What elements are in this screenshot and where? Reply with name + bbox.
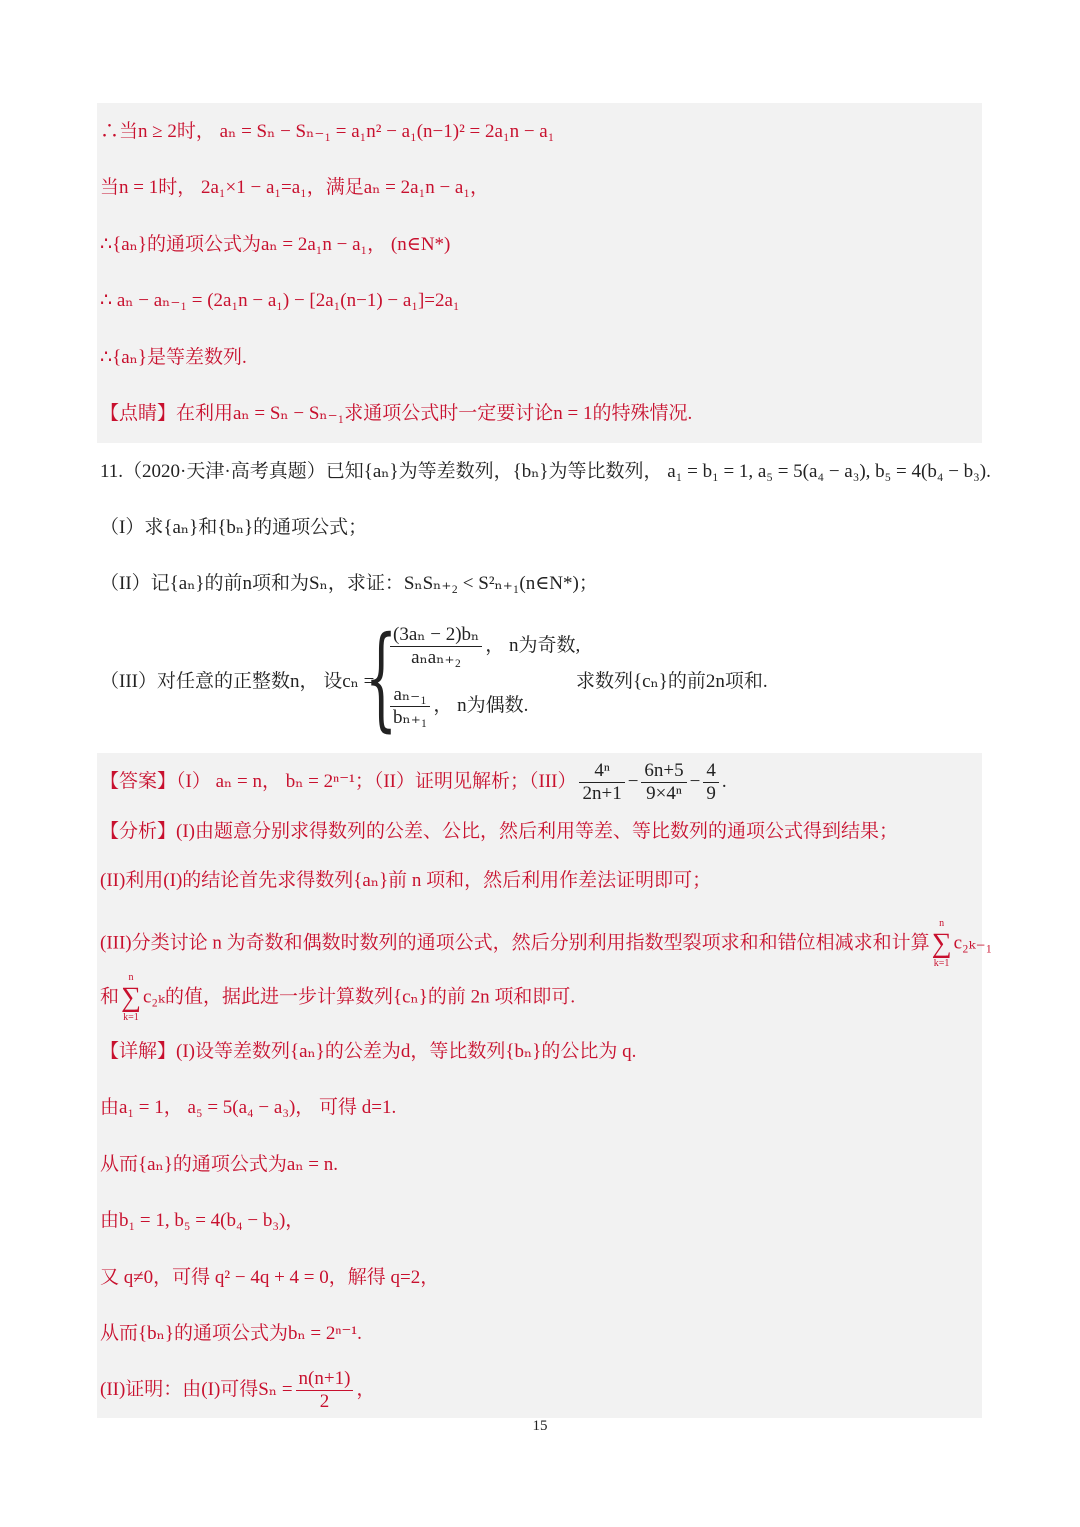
case1-fraction: $\frac{\text{(3aₙ − 2)bₙ}}{\text{aₙaₙ₊₂}}$ — [390, 624, 482, 669]
question-11-part-2: （II）记{aₙ}的前n项和为Sₙ，求证：SₙSₙ₊₂ < S²ₙ₊₁(n∈N*)； — [100, 573, 598, 594]
detail-line-6: 从而{bₙ}的通项公式为bₙ = 2ⁿ⁻¹. — [100, 1323, 362, 1344]
analysis-line-4: 和 n ∑ k=1 c₂ₖ的值，据此进一步计算数列{cₙ}的前 2n 项和即可. — [100, 972, 576, 1023]
case2-fraction: $\frac{\text{aₙ₋₁}}{\text{bₙ₊₁}}$ — [390, 684, 430, 729]
case1-condition: ， n为奇数, — [485, 634, 581, 656]
detail-line-2: 由a₁ = 1， a₅ = 5(a₄ − a₃)， 可得 d=1. — [100, 1097, 397, 1118]
derivation-line-2: 当n = 1时， 2a₁×1 − a₁=a₁，满足aₙ = 2a₁n − a₁， — [100, 177, 489, 198]
left-brace: { — [365, 613, 398, 743]
answer-fraction-2: $\frac{6n+5}{\text{9×4ⁿ}}$ — [641, 760, 686, 805]
answer-fraction-3: $\frac{4}{9}$ — [703, 760, 719, 805]
analysis-line-1: 【分析】(I)由题意分别求得数列的公差、公比，然后利用等差、等比数列的通项公式得到结果； — [100, 821, 898, 842]
derivation-line-3: ∴{aₙ}的通项公式为aₙ = 2a₁n − a₁， (n∈N*) — [100, 234, 451, 255]
question-11-part-3-lead: （III）对任意的正整数n， 设cₙ = — [100, 671, 375, 692]
derivation-line-5: ∴{aₙ}是等差数列. — [100, 347, 247, 368]
derivation-line-1: ∴当n ≥ 2时， aₙ = Sₙ − Sₙ₋₁ = a₁n² − a₁(n−1)² = 2a₁n − a₁ — [100, 121, 555, 142]
analysis-line-2: (II)利用(I)的结论首先求得数列{aₙ}前 n 项和，然后利用作差法证明即可； — [100, 870, 712, 891]
question-11-stem: 11.（2020·天津·高考真题）已知{aₙ}为等差数列，{bₙ}为等比数列， a₁ = b₁ = 1, a₅ = 5(a₄ − a₃), b₅ = 4(b₄ − b₃). — [100, 461, 991, 482]
sum-even-terms: n ∑ k=1 — [121, 972, 141, 1023]
sn-fraction: $\frac{n(n+1)}{2}$ — [296, 1368, 354, 1413]
derivation-line-4: ∴ aₙ − aₙ₋₁ = (2a₁n − a₁) − [2a₁(n−1) − a₁]=2a₁ — [100, 290, 460, 311]
analysis-line-3: (III)分类讨论 n 为奇数和偶数时数列的通项公式，然后分别利用指数型裂项求和和错位相减求和计算 n ∑ k=1 c₂ₖ₋₁ — [100, 918, 993, 969]
detail-line-7: (II)证明：由(I)可得Sₙ = $\frac{n(n+1)}{2}$ ， — [100, 1368, 376, 1412]
detail-line-1: 【详解】(I)设等差数列{aₙ}的公差为d，等比数列{bₙ}的公比为 q. — [100, 1041, 637, 1062]
detail-line-4: 由b₁ = 1, b₅ = 4(b₄ − b₃)， — [100, 1210, 305, 1231]
piecewise-definition — [365, 613, 595, 743]
answer-fraction-1: $\frac{\text{4ⁿ}}{2n+1}$ — [579, 760, 624, 805]
detail-line-5: 又 q≠0，可得 q² − 4q + 4 = 0，解得 q=2， — [100, 1267, 440, 1288]
tip-note: 【点睛】在利用aₙ = Sₙ − Sₙ₋₁求通项公式时一定要讨论n = 1的特殊情况. — [100, 403, 693, 424]
sum-odd-terms: n ∑ k=1 — [931, 918, 952, 969]
question-11-part-3-tail: 求数列{cₙ}的前2n项和. — [576, 671, 768, 692]
question-11-part-1: （I）求{aₙ}和{bₙ}的通项公式； — [100, 517, 368, 538]
detail-line-3: 从而{aₙ}的通项公式为aₙ = n. — [100, 1154, 339, 1175]
answer-line: 【答案】（I） aₙ = n， bₙ = 2ⁿ⁻¹；（II）证明见解析；（III） $\frac{\text{4ⁿ}}{2n+1}$ − $\frac{6n+5}{\text{9×4ⁿ}}$ − $\frac{4}{9}$ . — [100, 760, 727, 804]
solution-box-previous — [97, 103, 982, 443]
solution-box-q11 — [97, 753, 982, 1418]
page-number: 15 — [532, 1418, 548, 1434]
case2-condition: ， n为偶数. — [433, 694, 529, 716]
